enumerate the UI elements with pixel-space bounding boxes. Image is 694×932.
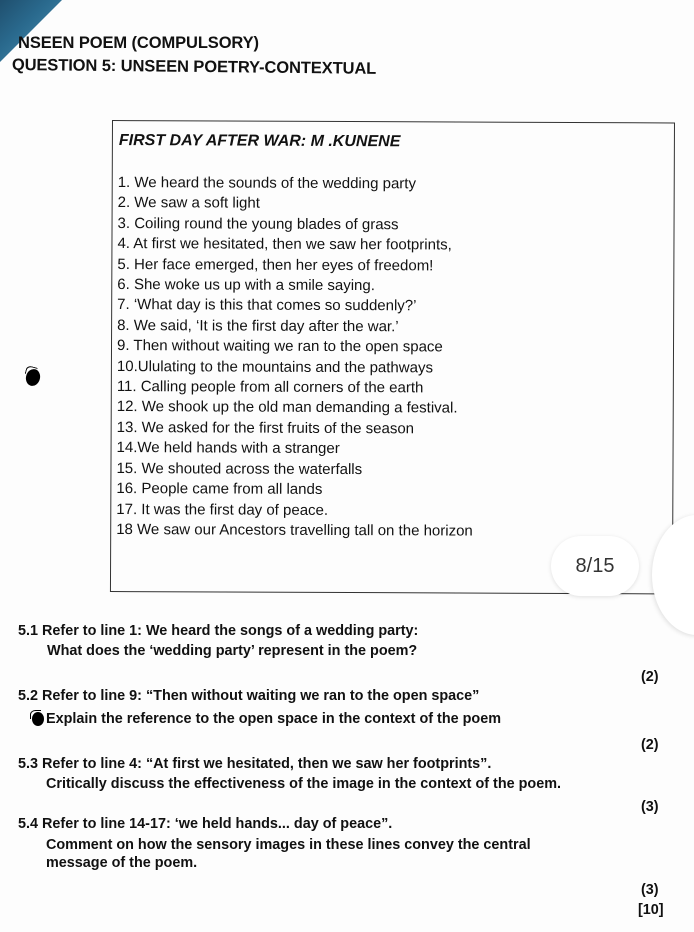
poem-line: 17. It was the first day of peace. [116, 500, 329, 519]
poem-line: 6. She woke us up with a smile saying. [117, 276, 375, 295]
poem-line: 4. At first we hesitated, then we saw her footprints, [117, 235, 452, 254]
question-5-4-task-cont: message of the poem. [46, 855, 198, 871]
poem-line: 11. Calling people from all corners of the earth [116, 378, 424, 397]
question-5-4-prompt: 5.4 Refer to line 14-17: ‘we held hands... day of peace”. [18, 816, 393, 832]
question-5-1-prompt: 5.1 Refer to line 1: We heard the songs of a wedding party: [18, 623, 419, 639]
question-5-3-prompt: 5.3 Refer to line 4: “At first we hesitated, then we saw her footprints”. [18, 756, 492, 772]
total-marks: [10] [638, 902, 664, 918]
poem-line: 1. We heard the sounds of the wedding party [117, 174, 417, 193]
ink-mark-icon [32, 712, 44, 726]
poem-line: 16. People came from all lands [116, 480, 323, 499]
poem-box [110, 120, 675, 594]
poem-line: 12. We shook up the old man demanding a festival. [116, 398, 458, 417]
poem-line: 13. We asked for the first fruits of the season [116, 418, 415, 438]
question-5-2-task: Explain the reference to the open space in the context of the poem [46, 711, 501, 727]
question-5-3-task: Critically discuss the effectiveness of the image in the context of the poem. [46, 776, 561, 792]
question-5-2-marks: (2) [641, 737, 659, 753]
poem-line: 3. Coiling round the young blades of grass [117, 214, 399, 234]
poem-line: 14.We held hands with a stranger [116, 439, 340, 458]
poem-line: 5. Her face emerged, then her eyes of freedom! [117, 255, 434, 275]
ink-mark-icon [24, 367, 42, 387]
question-5-4-marks: (3) [641, 882, 659, 898]
section-title: NSEEN POEM (COMPULSORY) [18, 34, 259, 52]
poem-title: FIRST DAY AFTER WAR: M .KUNENE [118, 132, 401, 151]
poem-lines [116, 173, 474, 542]
poem-line: 18 We saw our Ancestors travelling tall on the horizon [116, 520, 473, 540]
question-5-1-task: What does the ‘wedding party’ represent in the poem? [47, 643, 418, 659]
question-title: QUESTION 5: UNSEEN POETRY-CONTEXTUAL [11, 56, 377, 78]
question-5-1-marks: (2) [641, 669, 659, 685]
poem-line: 2. We saw a soft light [117, 194, 260, 213]
poem-line: 8. We said, ‘It is the first day after the war.’ [117, 316, 399, 336]
poem-line: 7. ‘What day is this that comes so suddenly?’ [117, 296, 417, 315]
question-5-4-task: Comment on how the sensory images in these lines convey the central [46, 837, 531, 853]
page-counter: 8/15 [551, 536, 639, 596]
question-5-3-marks: (3) [641, 799, 659, 815]
poem-line: 10.Ululating to the mountains and the pathways [116, 357, 434, 377]
poem-line: 15. We shouted across the waterfalls [116, 459, 363, 478]
question-5-2-prompt: 5.2 Refer to line 9: “Then without waiting we ran to the open space” [18, 688, 480, 704]
poem-line: 9. Then without waiting we ran to the open space [116, 337, 443, 356]
